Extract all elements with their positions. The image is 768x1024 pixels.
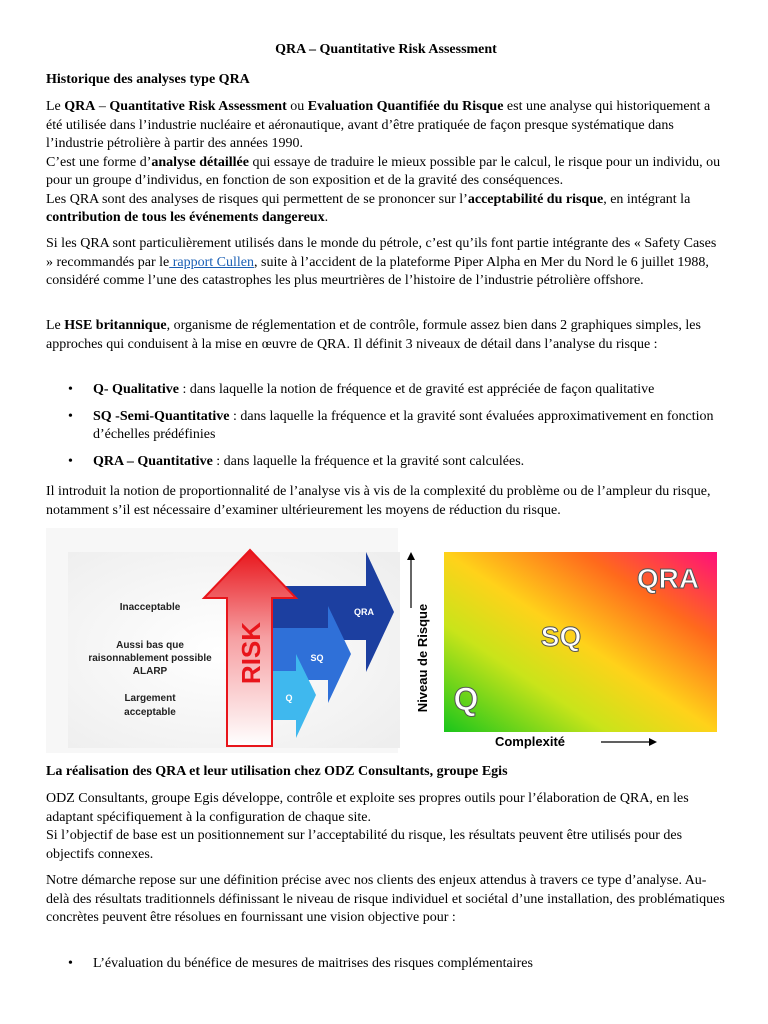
- section-heading-history: Historique des analyses type QRA: [46, 72, 250, 87]
- arrow-label-sq: SQ: [310, 653, 324, 663]
- paragraph-approach: Notre démarche repose sur une définition précise avec nos clients des enjeux attendus à travers ce type d’analyse. Au-delà des résultats traditionnels définissant le niveau de risque individuel et sociétal d’une installation, des problématiques concrètes peuvent être résolues en fournissant une vision objective pour :: [46, 873, 725, 925]
- rapport-cullen-link[interactable]: rapport Cullen: [169, 254, 254, 270]
- heatmap-label-sq: SQ: [540, 621, 582, 652]
- heatmap-label-qra: QRA: [636, 563, 700, 594]
- paragraph-qra-intro: Le QRA – Quantitative Risk Assessment ou Evaluation Quantifiée du Risque est une analyse qui historiquement a été utilisée dans l’industrie nucléaire et aéronautique, avant d’être pratiquée de façon presque systématique dans l’industrie pétrolière à partir des années 1990. C’est une forme d’analyse détaillée qui essaye de traduire le mieux possible par le calcul, le risque pour un individu, ou pour un groupe d’individus, en fonction de son exposition et de la gravité des conséquences. Les QRA sont des analyses de risques qui permettent de se prononcer sur l’acceptabilité du risque, en intégrant la contribution de tous les événements dangereux.: [46, 99, 721, 225]
- paragraph-hse: Le HSE britannique, organisme de réglementation et de contrôle, formule assez bien dans 2 graphiques simples, les approches qui conduisent à la mise en œuvre de QRA. Il définit 3 niveaux de détail dans l’analyse du risque :: [46, 318, 701, 352]
- list-item: • QRA – Quantitative : dans laquelle la fréquence et la gravité sont calculées.: [68, 453, 525, 469]
- arrow-label-qra: QRA: [354, 607, 374, 617]
- bullet-list-levels: [46, 381, 726, 479]
- hse-qra-figure: [46, 528, 721, 753]
- arrow-label-q: Q: [285, 693, 293, 703]
- paragraph-proportionality: Il introduit la notion de proportionnalité de l’analyse vis à vis de la complexité du problème ou de l’ampleur du risque, notamment s’il est nécessaire d’examiner ultérieurement les moyens de réduction du risque.: [46, 484, 711, 518]
- figure-svg: [46, 528, 721, 753]
- label-alarp-2: raisonnablement possible: [88, 653, 212, 664]
- label-alarp-1: Aussi bas que: [116, 640, 184, 651]
- label-inacceptable: Inacceptable: [119, 602, 181, 613]
- list-item: • L’évaluation du bénéfice de mesures de maitrises des risques complémentaires: [68, 956, 533, 971]
- bullet-list-objectives: [46, 955, 726, 982]
- y-axis-label: Niveau de Risque: [415, 603, 430, 713]
- list-item: • SQ -Semi-Quantitative : dans laquelle la fréquence et la gravité sont évaluées approximativement en fonction d’échelles prédéfinies: [68, 408, 714, 442]
- paragraph-odz-tools: ODZ Consultants, groupe Egis développe, contrôle et exploite ses propres outils pour l’élaboration de QRA, en les adaptant spécifiquement à la configuration de chaque site. Si l’objectif de base est un positionnement sur l’acceptabilité du risque, les résultats peuvent être utilisés pour des objectifs connexes.: [46, 791, 689, 862]
- paragraph-safety-cases: Si les QRA sont particulièrement utilisés dans le monde du pétrole, c’est qu’ils font partie intégrante des « Safety Cases » recommandés par le rapport Cullen, suite à l’accident de la plateforme Piper Alpha en Mer du Nord le 6 juillet 1988, considéré comme l’une des catastrophes les plus meurtrières de l’histoire de l’industrie pétrolière offshore.: [46, 236, 717, 288]
- label-alarp-3: ALARP: [132, 666, 168, 677]
- label-largement-2: acceptable: [124, 707, 176, 718]
- risk-label: RISK: [236, 621, 266, 685]
- label-largement-1: Largement: [124, 693, 176, 704]
- list-item: • Q- Qualitative : dans laquelle la notion de fréquence et de gravité est appréciée de façon qualitative: [68, 382, 655, 397]
- document-title: QRA – Quantitative Risk Assessment: [275, 42, 497, 57]
- heatmap-label-q: Q: [453, 681, 479, 717]
- x-axis-label: Complexité: [494, 734, 566, 749]
- section-heading-odz: La réalisation des QRA et leur utilisation chez ODZ Consultants, groupe Egis: [46, 764, 508, 779]
